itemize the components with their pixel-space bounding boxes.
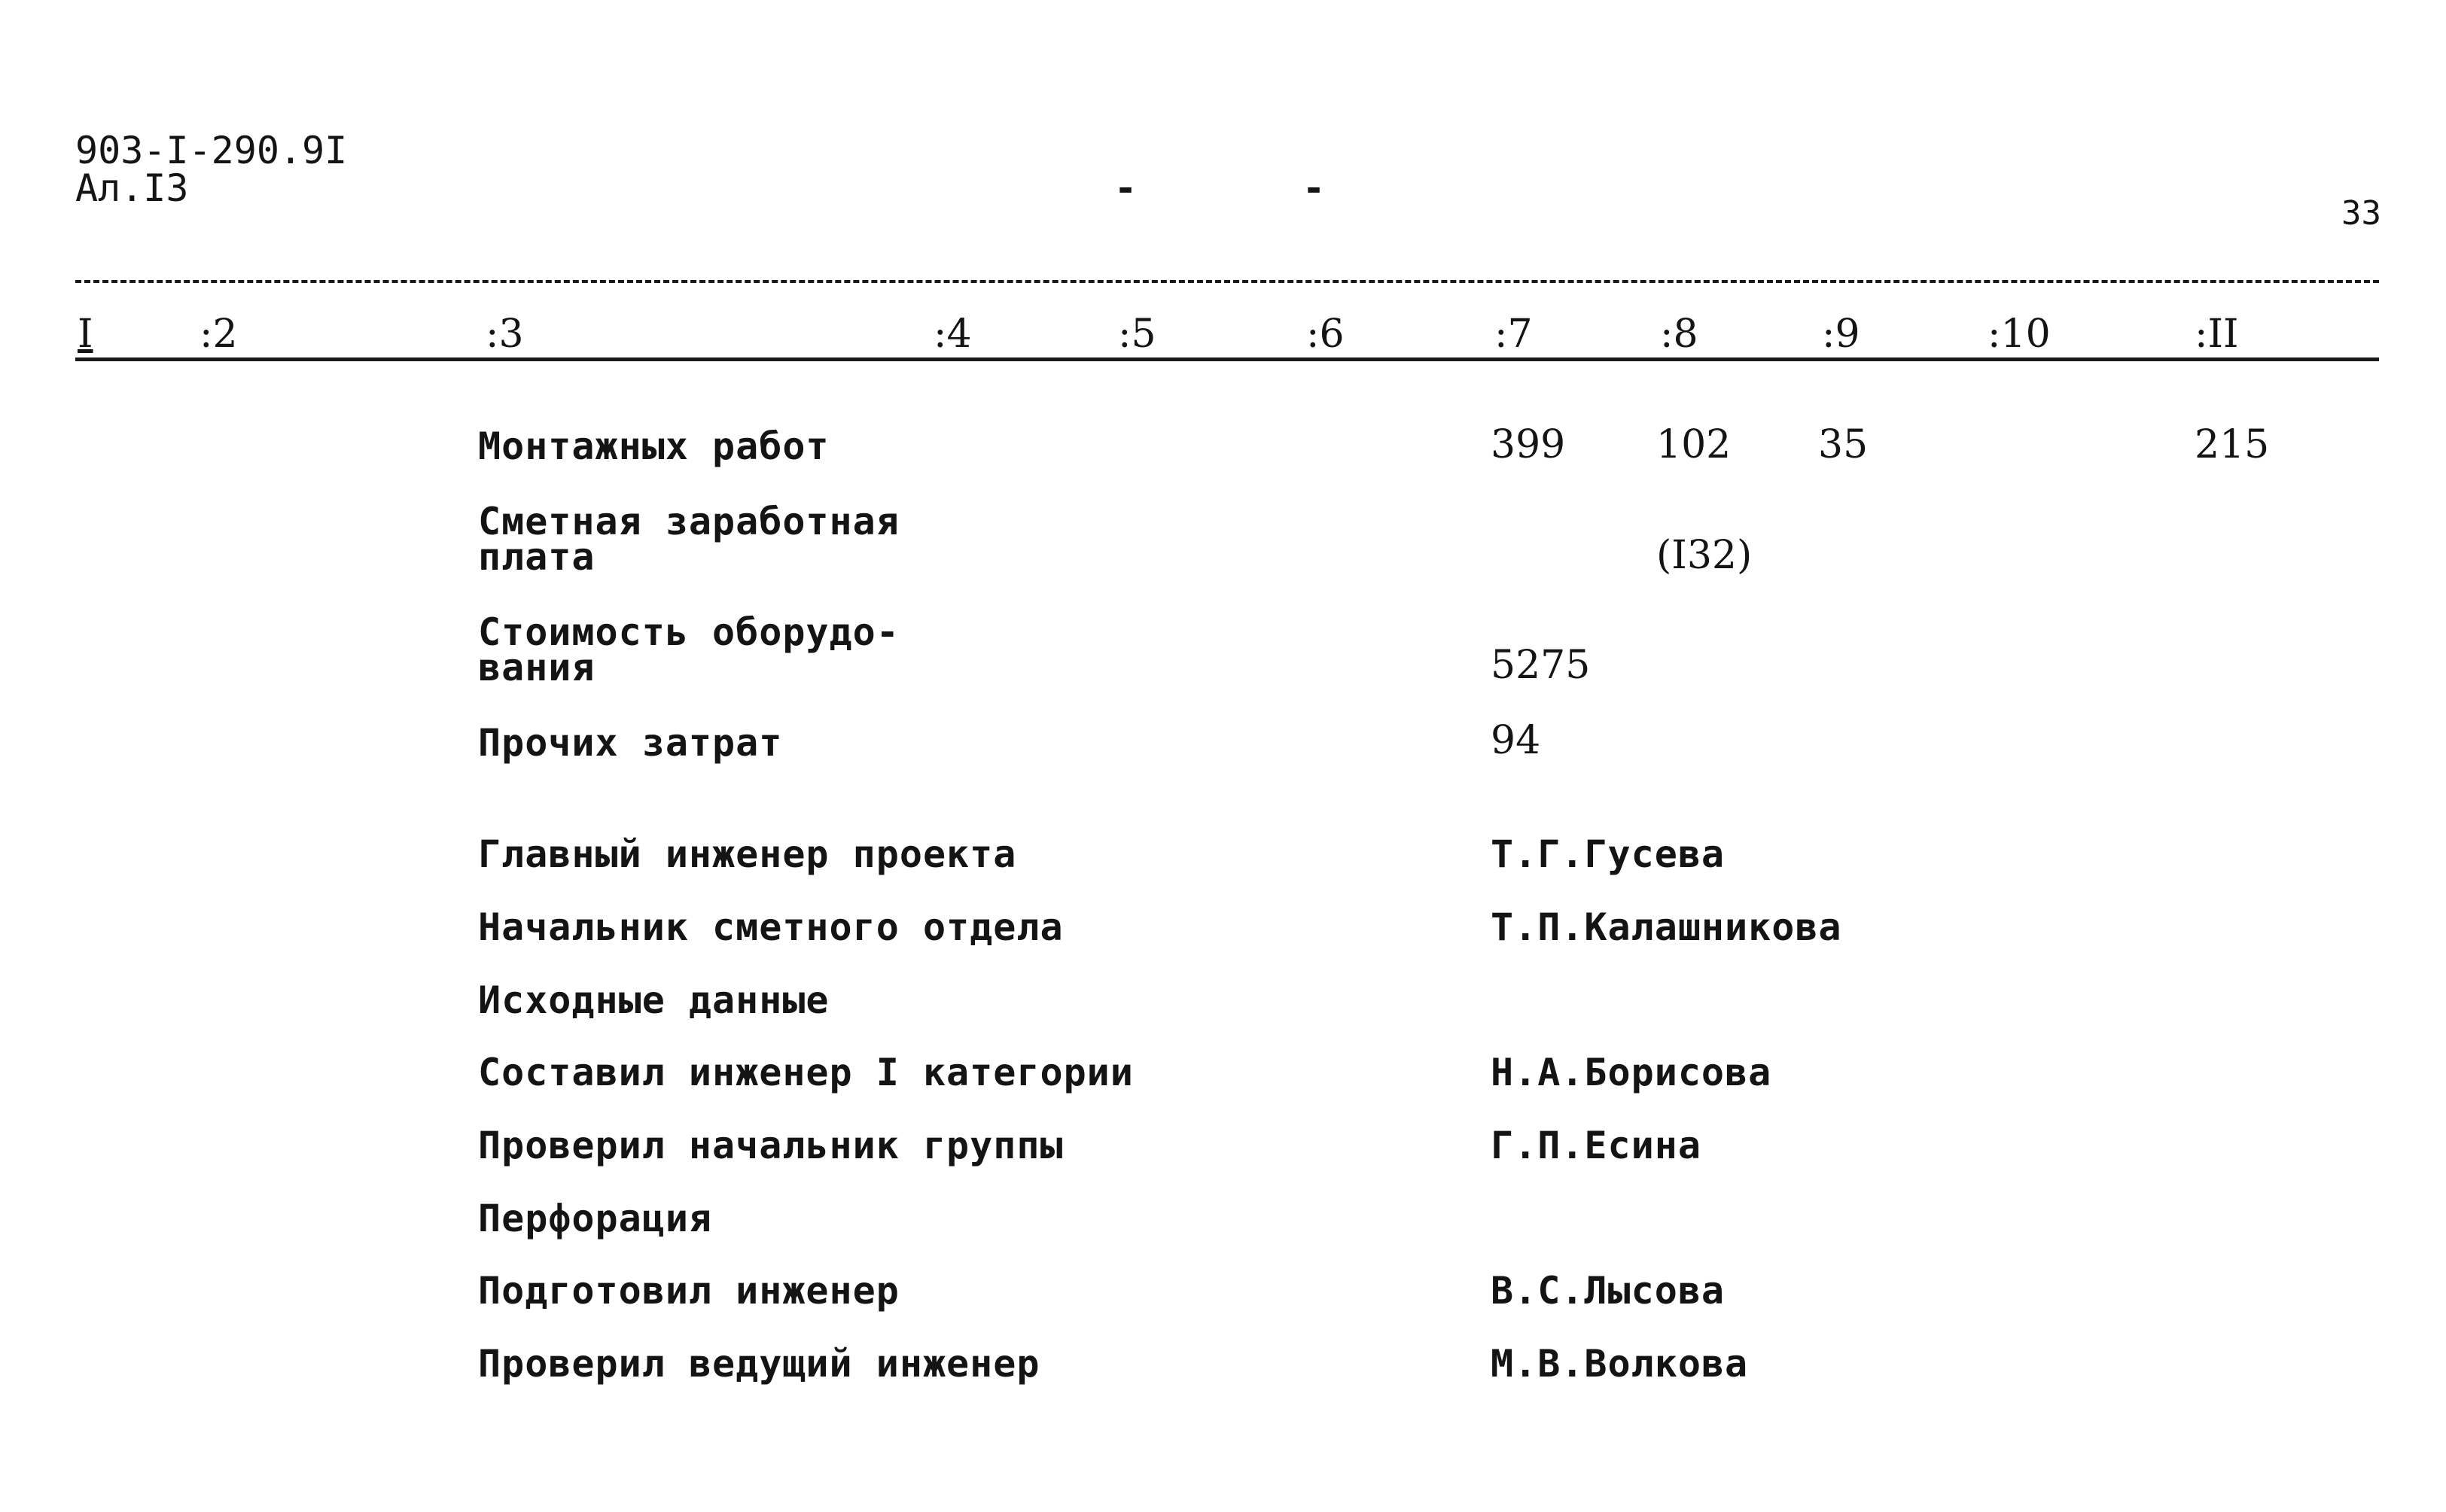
signature-role: Проверил начальник группы [478, 1124, 1064, 1167]
signature-name: В.С.Лысова [1491, 1269, 1726, 1313]
column-header-10: :10 [1988, 312, 2051, 357]
row-other-col7: 94 [1491, 718, 1541, 763]
column-header-4: :4 [934, 312, 972, 357]
column-header-6: :6 [1306, 312, 1345, 357]
signature-role: Проверил ведущий инженер [478, 1342, 1040, 1386]
signature-role: Подготовил инженер [478, 1269, 900, 1313]
column-header-1: I [78, 312, 93, 357]
row-wage-col8: (I32) [1656, 533, 1753, 578]
column-header-9: :9 [1822, 312, 1860, 357]
row-equipment-col7: 5275 [1491, 643, 1591, 688]
column-header-3: :3 [486, 312, 524, 357]
signature-name: Г.П.Есина [1491, 1124, 1701, 1167]
row-label-equipment-line2: вания [478, 646, 596, 689]
dash-mark-1: - [1114, 166, 1138, 210]
row-mounting-col7: 399 [1491, 422, 1566, 467]
top-rule [75, 280, 2379, 283]
document-code: 903-I-290.9I [75, 129, 348, 172]
row-label-wage-line2: плата [478, 535, 596, 579]
row-label-other: Прочих затрат [478, 721, 783, 765]
page-number: 33 [2341, 194, 2381, 233]
signature-role: Главный инженер проекта [478, 832, 1017, 876]
signature-name: Т.П.Калашникова [1491, 905, 1842, 949]
signature-role: Начальник сметного отдела [478, 905, 1064, 949]
row-mounting-col11: 215 [2195, 422, 2270, 467]
row-label-equipment-line1: Стоимость оборудо- [478, 610, 900, 654]
signature-role: Составил инженер I категории [478, 1051, 1134, 1094]
column-header-11: :II [2195, 312, 2239, 357]
signature-name: М.В.Волкова [1491, 1342, 1749, 1386]
row-label-mounting: Монтажных работ [478, 424, 830, 468]
column-header-8: :8 [1660, 312, 1698, 357]
signature-role: Перфорация [478, 1197, 713, 1240]
sheet-label: Ал.I3 [75, 166, 189, 210]
column-header-5: :5 [1118, 312, 1156, 357]
header-rule [75, 357, 2379, 361]
row-mounting-col9: 35 [1818, 422, 1869, 467]
signature-role: Исходные данные [478, 978, 830, 1022]
signature-name: Т.Г.Гусева [1491, 832, 1726, 876]
row-label-wage-line1: Сметная заработная [478, 500, 900, 543]
column-header-7: :7 [1494, 312, 1533, 357]
dash-mark-2: - [1302, 166, 1326, 210]
column-header-2: :2 [200, 312, 238, 357]
signature-name: Н.А.Борисова [1491, 1051, 1772, 1094]
row-mounting-col8: 102 [1656, 422, 1732, 467]
